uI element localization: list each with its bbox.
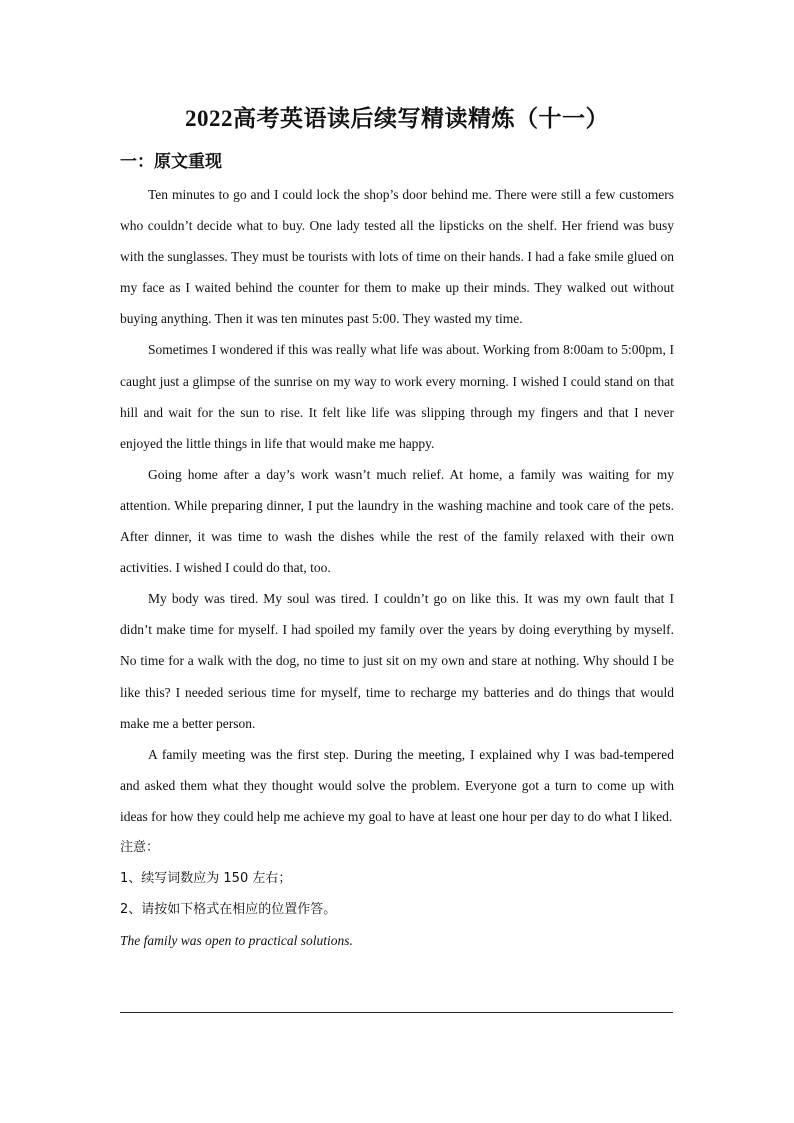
paragraph-3: Going home after a day’s work wasn’t much relief. At home, a family was waiting for my attention. While preparing dinner, I put the laundry in the washing machine and took care of the pets. After dinner, it was time to wash the dishes while the rest of the family relaxed with their own activities. I wished I could do that, too. xyxy=(120,466,674,576)
document-title: 2022高考英语读后续写精读精炼（十一） xyxy=(185,106,609,131)
paragraph-4: My body was tired. My soul was tired. I couldn’t go on like this. It was my own fault that I didn’t make time for myself. I had spoiled my family over the years by doing everything by myself. No time for a walk with the dog, no time to just sit on my own and stare at nothing. Why should I be like this? I needed serious time for myself, time to recharge my batteries and do things that would make me a better person. xyxy=(120,591,674,731)
starter-sentence: The family was open to practical solutions. xyxy=(120,933,353,949)
paragraph-1: Ten minutes to go and I could lock the shop’s door behind me. There were still a few customers who couldn’t decide what to buy. One lady tested all the lipsticks on the shelf. Her friend was busy with the sunglasses. They must be tourists with lots of time on their hands. I had a fake smile glued on my face as I waited behind the counter for them to make up their minds. They walked out without buying anything. Then it was ten minutes past 5:00. They wasted my time. xyxy=(120,187,674,327)
note-item-2: 2、请按如下格式在相应的位置作答。 xyxy=(120,902,337,918)
notes-heading: 注意： xyxy=(120,839,160,855)
document-body xyxy=(120,179,674,956)
paragraph-5: A family meeting was the first step. During the meeting, I explained why I was bad-tempered and asked them what they thought would solve the problem. Everyone got a turn to come up with ideas for how they could help me achieve my goal to have at least one hour per day to do what I liked. xyxy=(120,746,674,824)
answer-line xyxy=(120,1012,673,1013)
note-item-1: 1、续写词数应为 150 左右； xyxy=(120,871,292,887)
section-heading: 一：原文重现 xyxy=(120,152,222,172)
paragraph-2: Sometimes I wondered if this was really what life was about. Working from 8:00am to 5:00pm, I caught just a glimpse of the sunrise on my way to work every morning. I wished I could stand on that hill and wait for the sun to rise. It felt like life was slipping through my fingers and that I never enjoyed the little things in life that would make me happy. xyxy=(120,342,674,451)
